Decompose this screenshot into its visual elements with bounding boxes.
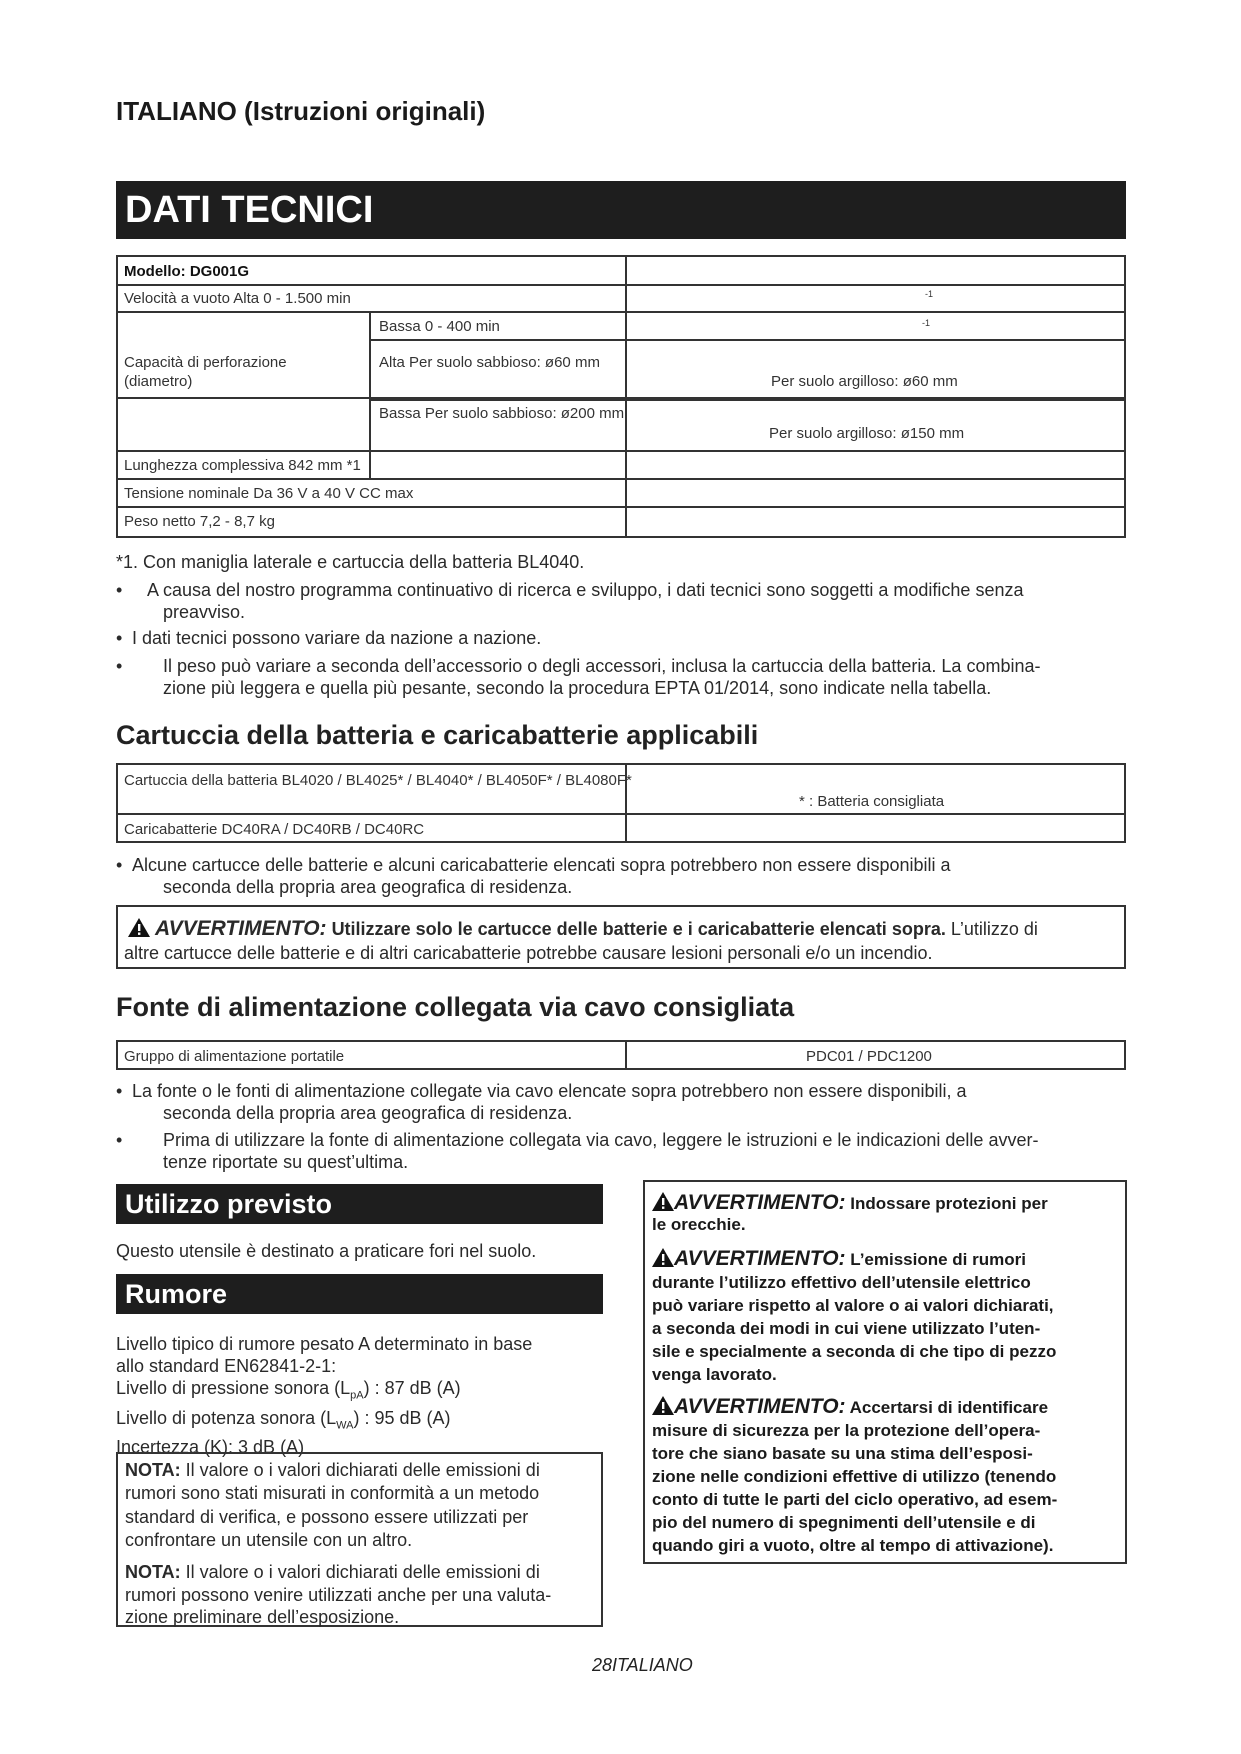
- corded-row-value: PDC01 / PDC1200: [806, 1048, 932, 1065]
- noise-title: Rumore: [116, 1274, 603, 1314]
- specs-section-title: DATI TECNICI: [116, 181, 1126, 239]
- rated-voltage: Tensione nominale Da 36 V a 40 V CC max: [124, 485, 414, 502]
- battery-cartridge-row: Cartuccia della batteria BL4020 / BL4025* / BL4040* / BL4050F* / BL4080F*: [124, 772, 632, 789]
- specs-table: [116, 255, 1126, 538]
- battery-warning-label: AVVERTIMENTO:: [155, 917, 327, 940]
- warning-icon: [652, 1396, 674, 1415]
- speed-low: Bassa 0 - 400 min: [379, 318, 500, 335]
- corded-power-table: [116, 1040, 1126, 1070]
- sound-power-level: Livello di potenza sonora $(L_{WA})$ : 95 dB (A): [116, 1407, 451, 1432]
- speed-unit-sup: -1: [925, 289, 934, 299]
- speed-high: Velocità a vuoto Alta 0 - 1.500 min: [124, 290, 351, 307]
- page-number: 28ITALIANO: [592, 1655, 693, 1675]
- sound-pressure-level: Livello di pressione sonora $(L_{pA})$ : 87 dB (A): [116, 1378, 461, 1402]
- overall-length: Lunghezza complessiva 842 mm *1: [124, 457, 361, 474]
- noise-line-1: Livello tipico di rumore pesato A determinato in base: [116, 1334, 533, 1354]
- note-label-1: NOTA:: [125, 1460, 181, 1480]
- warning-icon: [128, 918, 150, 937]
- note-label-2: NOTA:: [125, 1562, 181, 1582]
- capacity-label-1: Capacità di perforazione: [124, 354, 287, 371]
- noise-info: [116, 1333, 603, 1458]
- specs-footnote: *1. Con maniglia laterale e cartuccia della batteria BL4040.: [116, 552, 585, 572]
- battery-warning-line2: altre cartucce delle batterie e di altri caricabatterie potrebbe causare lesioni personali e/o un incendio.: [124, 943, 933, 963]
- capacity-low-clay: Per suolo argilloso: ø150 mm: [769, 425, 965, 442]
- noise-uncertainty: Incertezza (K): 3 dB (A): [116, 1437, 305, 1458]
- corded-power-heading: Fonte di alimentazione collegata via cavo consigliata: [116, 992, 795, 1022]
- warning-icon: [652, 1192, 674, 1211]
- capacity-high-clay: Per suolo argilloso: ø60 mm: [771, 373, 958, 390]
- corded-row-label: Gruppo di alimentazione portatile: [124, 1048, 345, 1065]
- battery-warning-bold: Utilizzare solo le cartucce delle batterie e i caricabatterie elencati sopra.: [331, 919, 946, 939]
- battery-recommended-note: * : Batteria consigliata: [799, 793, 945, 810]
- model-label: Modello: DG001G: [124, 263, 250, 280]
- capacity-low-sandy: Bassa Per suolo sabbioso: ø200 mm: [379, 405, 625, 422]
- speed-low-sup: -1: [922, 318, 931, 328]
- intended-use-title: Utilizzo previsto: [116, 1184, 603, 1224]
- warning-icon: [652, 1248, 674, 1267]
- battery-warning-rest: L’utilizzo di: [945, 919, 1038, 939]
- net-weight: Peso netto 7,2 - 8,7 kg: [124, 513, 275, 530]
- noise-note-box: NOTA: Il valore o i valori dichiarati delle emissioni di rumori sono stati misurati in conformità a un metodo standard di verifica, e possono essere utilizzati per confrontare un utensile con un altro. NOTA: Il valore o i valori dichiarati delle emissioni di rumori possono venire utilizzati anche per una valuta- zione preliminare dell’esposizione.: [116, 1452, 603, 1627]
- intended-use-text: Questo utensile è destinato a praticare fori nel suolo.: [116, 1241, 537, 1261]
- battery-warning-box: [116, 905, 1126, 969]
- noise-line-2: allo standard EN62841-2-1:: [116, 1356, 337, 1376]
- battery-table: [116, 763, 1126, 843]
- noise-warnings-box: AVVERTIMENTO: Indossare protezioni per le orecchie. AVVERTIMENTO: L’emissione di rumori durante l’utilizzo effettivo dell’utensile elettrico può variare rispetto al valore o ai valori dichiarati, a seconda dei modi in cui viene utilizzato l’uten- sile e specialmente a seconda di che tipo di pezzo venga lavorato. AVVERTIMENTO: Accertarsi di identificare misure di sicurezza per la protezione dell’opera- tore che siano basate su una stima dell’esposi- zione nelle condizioni effettive di utilizzo (tenendo conto di tutte le parti del ciclo operativo, ad esem- pio del numero di spegnimenti dell’utensile e di quando giri a vuoto, oltre al tempo di attivazione).: [643, 1180, 1127, 1564]
- charger-row: Caricabatterie DC40RA / DC40RB / DC40RC: [124, 821, 425, 838]
- capacity-high-sandy: Alta Per suolo sabbioso: ø60 mm: [379, 354, 600, 371]
- battery-heading: Cartuccia della batteria e caricabatterie applicabili: [116, 720, 759, 750]
- page-language-title: ITALIANO (Istruzioni originali): [116, 96, 486, 126]
- capacity-label-2: (diametro): [124, 373, 193, 390]
